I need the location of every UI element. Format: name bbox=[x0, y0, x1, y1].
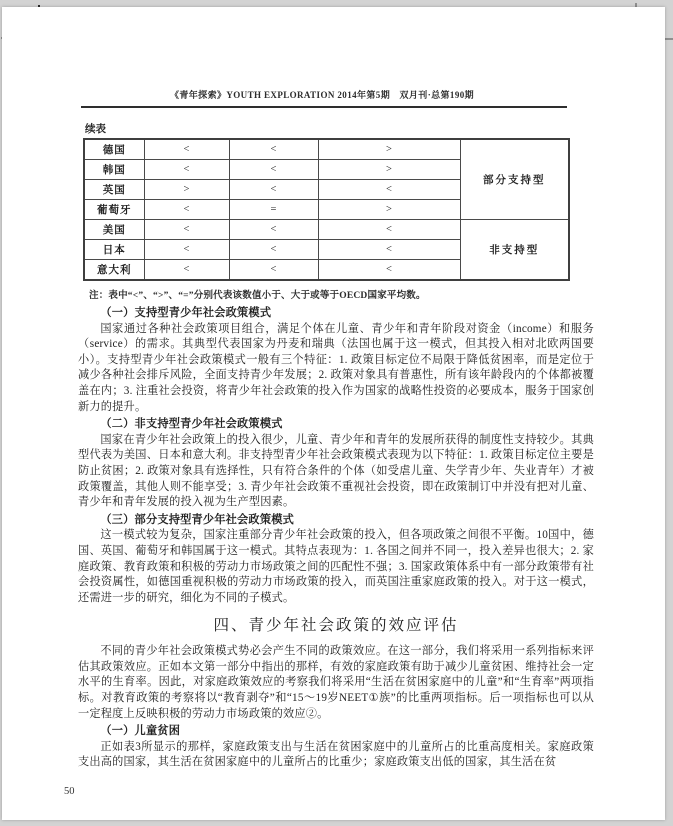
country-cell: 葡萄牙 bbox=[84, 200, 144, 220]
comparison-value-cell: > bbox=[318, 200, 460, 220]
table-row bbox=[84, 220, 569, 240]
policy-type-cell: 非支持型 bbox=[460, 220, 569, 281]
comparison-table-body bbox=[84, 139, 569, 280]
page-number: 50 bbox=[64, 786, 75, 797]
table-note: 注：表中“<”、“>”、“=”分别代表该数值小于、大于或等于OECD国家平均数。 bbox=[89, 291, 426, 301]
article-body bbox=[78, 306, 594, 771]
comparison-value-cell: > bbox=[144, 180, 229, 200]
comparison-value-cell: < bbox=[229, 260, 318, 281]
paragraph: 国家通过各种社会政策项目组合，满足个体在儿童、青少年和青年阶段对资金（income）和服务（service）的需求。其典型代表国家为丹麦和瑞典（法国也属于这一模式，但其投入相对北欧两国要小）。支持型青少年社会政策模式一般有三个特征：1. 政策目标定位不局限于降低贫困率，而是定位于减少各种社会排斥风险，全面支持青少年发展；2. 政策对象具有普惠性，所有该年龄段内的个体都被覆盖在内；3. 注重社会投资，将青少年社会政策的投入作为国家的战略性投资的必要成本，服务于国家创新力的提升。 bbox=[78, 322, 594, 413]
country-cell: 英国 bbox=[84, 180, 144, 200]
comparison-value-cell: < bbox=[229, 220, 318, 240]
comparison-value-cell: = bbox=[229, 200, 318, 220]
comparison-value-cell: < bbox=[229, 139, 318, 160]
country-cell: 意大利 bbox=[84, 260, 144, 281]
comparison-value-cell: < bbox=[144, 220, 229, 240]
subsection-heading: （一）支持型青少年社会政策模式 bbox=[100, 307, 272, 319]
comparison-value-cell: < bbox=[144, 200, 229, 220]
country-cell: 美国 bbox=[84, 220, 144, 240]
document-page bbox=[2, 7, 665, 820]
paragraph: 这一模式较为复杂，国家注重部分青少年社会政策的投入，但各项政策之间很不平衡。10国中，德国、英国、葡萄牙和韩国属于这一模式。其特点表现为：1. 各国之间并不同一，投入差异也很大；2. 家庭政策、教育政策和积极的劳动力市场政策之间的匹配性不强；3. 国家政策体系中有一部分政策带有社会投资属性，如德国重视积极的劳动力市场政策的投入，而英国注重家庭政策的投入。对于这一模式，还需进一步的研究，细化为不同的子模式。 bbox=[78, 529, 594, 604]
comparison-value-cell: < bbox=[144, 260, 229, 281]
policy-type-cell: 部分支持型 bbox=[460, 139, 569, 220]
table-row bbox=[84, 139, 569, 160]
table-continuation-label: 续表 bbox=[85, 124, 106, 135]
comparison-value-cell: < bbox=[318, 220, 460, 240]
country-cell: 德国 bbox=[84, 139, 144, 160]
comparison-value-cell: < bbox=[318, 180, 460, 200]
comparison-table-wrap bbox=[83, 138, 568, 281]
country-cell: 日本 bbox=[84, 240, 144, 260]
comparison-value-cell: < bbox=[144, 160, 229, 180]
comparison-value-cell: < bbox=[318, 240, 460, 260]
comparison-value-cell: < bbox=[318, 260, 460, 281]
comparison-value-cell: < bbox=[229, 160, 318, 180]
header-divider bbox=[81, 106, 567, 108]
comparison-value-cell: < bbox=[144, 139, 229, 160]
chapter-heading: 四、青少年社会政策的效应评估 bbox=[213, 617, 459, 635]
comparison-value-cell: < bbox=[229, 240, 318, 260]
paragraph: 不同的青少年社会政策模式势必会产生不同的政策效应。在这一部分，我们将采用一系列指标来评估其政策效应。正如本文第一部分中指出的那样，有效的家庭政策有助于减少儿童贫困、维持社会一定水平的生育率。因此，对家庭政策效应的考察我们将采用“生活在贫困家庭中的儿童”和“生育率”两项指标。对教育政策的考察将以“教育剥夺”和“15～19岁NEET①族”的比重两项指标。后一项指标也可以从一定程度上反映积极的劳动力市场政策的效应②。 bbox=[78, 645, 594, 720]
comparison-value-cell: > bbox=[318, 160, 460, 180]
journal-header: 《青年探索》YOUTH EXPLORATION 2014年第5期 双月刊·总第190期 bbox=[169, 90, 475, 100]
paragraph: 正如表3所显示的那样，家庭政策支出与生活在贫困家庭中的儿童所占的比重高度相关。家庭政策支出高的国家，其生活在贫困家庭中的儿童所占的比重少；家庭政策支出低的国家，其生活在贫 bbox=[78, 740, 594, 769]
policy-comparison-table bbox=[83, 138, 570, 281]
subsection-heading: （三）部分支持型青少年社会政策模式 bbox=[100, 513, 294, 526]
country-cell: 韩国 bbox=[84, 160, 144, 180]
comparison-value-cell: > bbox=[318, 139, 460, 160]
paragraph: 国家在青少年社会政策上的投入很少，儿童、青少年和青年的发展所获得的制度性支持较少。其典型代表为美国、日本和意大利。非支持型青少年社会政策模式表现为以下特征：1. 政策目标定位主要是防止贫困；2. 政策对象具有选择性，只有符合条件的个体（如受虐儿童、失学青少年、失业青年）才被政策覆盖，其他人则不能享受；3. 青少年社会政策不重视社会投资，即在政策制订中并没有把对儿童、青少年和青年发展的投入视为生产型因素。 bbox=[78, 433, 594, 509]
subsection-heading: （二）非支持型青少年社会政策模式 bbox=[100, 418, 283, 431]
comparison-value-cell: < bbox=[229, 180, 318, 200]
subsection-heading: （一）儿童贫困 bbox=[100, 725, 181, 738]
comparison-value-cell: < bbox=[144, 240, 229, 260]
